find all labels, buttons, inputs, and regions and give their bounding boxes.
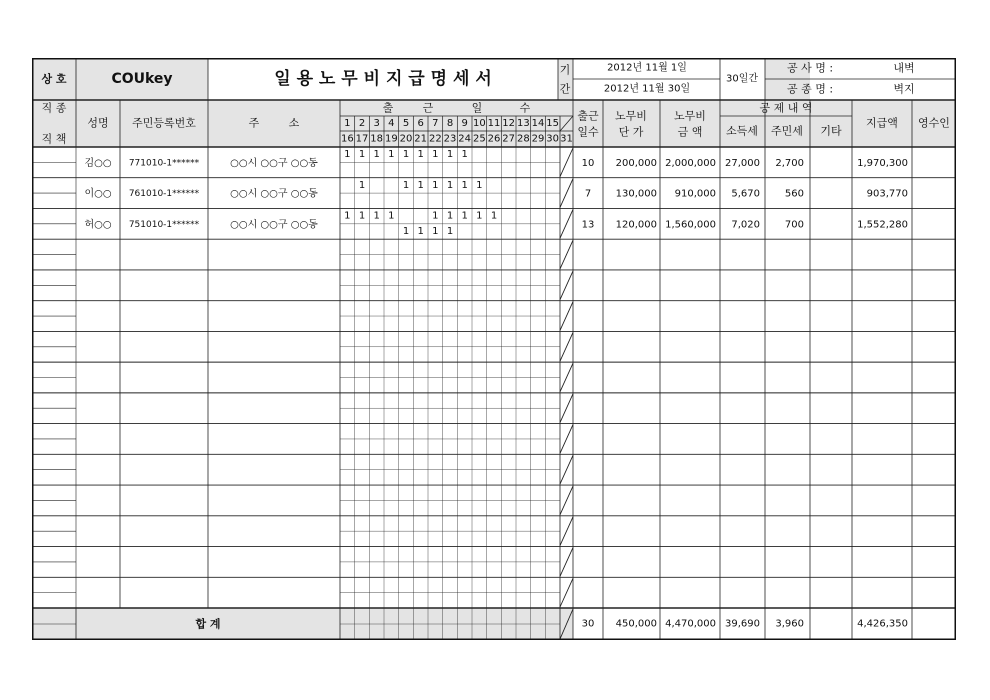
day-number: 23 (443, 133, 457, 145)
work-days-header: 일수 (577, 125, 599, 139)
attendance-mark: 1 (358, 179, 366, 191)
period-label: 간 (559, 82, 571, 96)
payment-header: 지급액 (866, 116, 898, 130)
day-number: 2 (358, 118, 366, 129)
worker-address: ○○시 ○○구 ○○동 (230, 219, 318, 231)
labor-amount-header: 노무비 (674, 109, 706, 123)
resident-tax: 2,700 (775, 157, 804, 169)
payment-amount: 903,770 (866, 188, 908, 200)
address-header: 소 (288, 116, 300, 130)
receipt-header: 영수인 (918, 116, 950, 130)
attendance-mark: 1 (358, 210, 366, 222)
attendance-mark: 1 (461, 149, 468, 161)
attendance-mark: 1 (476, 179, 483, 191)
attendance-header: 수 (519, 101, 531, 115)
work-type-label: 공 종 명 : (786, 82, 834, 96)
unit-price-header: 노무비 (615, 109, 647, 123)
resident-tax: 700 (784, 219, 804, 231)
payment-amount: 1,552,280 (857, 219, 908, 231)
resident-id: 761010-1****** (128, 189, 200, 200)
resident-tax: 560 (784, 188, 804, 200)
income-tax: 5,670 (731, 188, 760, 200)
project-name: 내벽 (893, 61, 915, 75)
grid-line (560, 455, 573, 484)
day-number: 27 (502, 133, 516, 145)
period-label: 기 (559, 63, 571, 77)
total-income-tax: 39,690 (725, 618, 760, 630)
unit-price-header: 단 가 (618, 125, 644, 139)
grid-line (560, 179, 573, 208)
total-resident-tax: 3,960 (775, 618, 804, 630)
attendance-mark: 1 (432, 179, 439, 191)
job-type-header: 직 종 (41, 101, 67, 115)
day-number: 12 (502, 118, 516, 129)
day-number: 30 (546, 133, 560, 145)
day-number: 8 (446, 118, 454, 129)
name-header: 성명 (87, 116, 109, 130)
income-tax: 7,020 (731, 219, 760, 231)
grid-line (560, 425, 573, 454)
grid-line (560, 578, 573, 607)
resident-id-header: 주민등록번호 (132, 116, 196, 130)
payment-amount: 1,970,300 (857, 157, 908, 169)
attendance-mark: 1 (373, 149, 380, 161)
day-number: 17 (355, 133, 369, 145)
day-number: 6 (417, 118, 424, 129)
attendance-mark: 1 (446, 179, 454, 191)
income-tax-header: 소득세 (726, 124, 758, 138)
attendance-mark: 1 (388, 210, 395, 222)
attendance-mark: 1 (344, 210, 351, 222)
day-number: 20 (399, 133, 413, 145)
day-number: 21 (414, 133, 428, 145)
attendance-header: 출 (382, 101, 394, 115)
day-number: 18 (370, 133, 384, 145)
grid-line (560, 486, 573, 515)
day-number: 19 (384, 133, 398, 145)
grid-line (560, 209, 573, 238)
attendance-mark: 1 (461, 179, 468, 191)
project-name-label: 공 사 명 : (786, 61, 834, 75)
day-number: 4 (388, 118, 395, 129)
form-title: 일 용 노 무 비 지 급 명 세 서 (274, 69, 492, 89)
day-number: 24 (458, 133, 472, 145)
labor-amount-header: 금 액 (677, 125, 703, 139)
grid-line (560, 271, 573, 300)
day-number: 11 (487, 118, 501, 129)
worker-name: 김○○ (84, 157, 112, 169)
address-header: 주 (248, 116, 260, 130)
attendance-mark: 1 (446, 210, 454, 222)
attendance-mark: 1 (373, 210, 380, 222)
day-number: 1 (344, 118, 351, 129)
attendance-mark: 1 (417, 149, 424, 161)
deductions-header: 공 제 내 역 (759, 101, 813, 115)
unit-price: 120,000 (615, 219, 657, 231)
day-number: 5 (402, 118, 410, 129)
form-grid (32, 58, 956, 640)
attendance-mark: 1 (358, 149, 366, 161)
unit-price: 130,000 (615, 188, 657, 200)
grid-line (560, 302, 573, 331)
work-days-header: 출근 (577, 109, 599, 123)
other-header: 기타 (820, 124, 842, 138)
resident-id: 771010-1****** (128, 158, 200, 169)
worker-address: ○○시 ○○구 ○○동 (230, 188, 318, 200)
attendance-mark: 1 (432, 149, 439, 161)
period-days: 30일간 (725, 73, 759, 85)
payment-statement-form (32, 58, 956, 640)
income-tax: 27,000 (725, 157, 760, 169)
attendance-mark: 1 (432, 210, 439, 222)
worker-address: ○○시 ○○구 ○○동 (230, 157, 318, 169)
day-number: 15 (546, 118, 560, 129)
total-label: 합 계 (195, 617, 221, 631)
day-number: 10 (472, 118, 486, 129)
period-end: 2012년 11월 30일 (603, 83, 691, 95)
attendance-header: 근 (422, 101, 434, 115)
day-number: 22 (428, 133, 442, 145)
grid-line (560, 148, 573, 177)
grid-line (560, 363, 573, 392)
day-number: 26 (487, 133, 501, 145)
company-name: COUkey (111, 71, 173, 87)
attendance-mark: 1 (417, 179, 424, 191)
total-payment: 4,426,350 (857, 618, 908, 630)
attendance-mark: 1 (432, 226, 439, 238)
grid-line (560, 517, 573, 546)
worker-name: 허○○ (84, 219, 112, 231)
total-labor-amount: 4,470,000 (665, 618, 716, 630)
attendance-mark: 1 (446, 149, 454, 161)
labor-amount: 1,560,000 (665, 219, 716, 231)
attendance-mark: 1 (417, 226, 424, 238)
day-number: 31 (560, 133, 573, 145)
labor-amount: 910,000 (674, 188, 716, 200)
attendance-mark: 1 (446, 226, 454, 238)
work-days: 13 (581, 219, 595, 231)
attendance-mark: 1 (402, 179, 410, 191)
attendance-mark: 1 (344, 149, 351, 161)
grid-line (560, 240, 573, 269)
day-number: 13 (516, 118, 530, 129)
day-number: 14 (531, 118, 545, 129)
attendance-mark: 1 (402, 226, 410, 238)
day-number: 9 (461, 118, 468, 129)
work-type: 벽지 (893, 82, 915, 96)
resident-id: 751010-1****** (128, 219, 200, 230)
day-number: 7 (432, 118, 439, 129)
day-number: 28 (516, 133, 530, 145)
attendance-mark: 1 (402, 149, 410, 161)
grid-line (560, 394, 573, 423)
day-number: 29 (531, 133, 545, 145)
total-unit-price: 450,000 (615, 618, 657, 630)
day-number: 16 (340, 133, 354, 145)
work-days: 10 (581, 157, 595, 169)
grid-line (560, 332, 573, 361)
job-title-header: 직 책 (41, 132, 67, 146)
attendance-mark: 1 (461, 210, 468, 222)
attendance-mark: 1 (490, 210, 498, 222)
day-number: 25 (472, 133, 486, 145)
company-label: 상 호 (41, 72, 67, 86)
resident-tax-header: 주민세 (771, 124, 803, 138)
attendance-header: 일 (471, 101, 483, 115)
day-number: 3 (373, 118, 380, 129)
attendance-mark: 1 (476, 210, 483, 222)
work-days: 7 (584, 188, 592, 200)
total-work-days: 30 (581, 618, 595, 630)
unit-price: 200,000 (615, 157, 657, 169)
worker-name: 이○○ (84, 188, 112, 200)
grid-line (560, 548, 573, 577)
attendance-mark: 1 (388, 149, 395, 161)
period-start: 2012년 11월 1일 (607, 62, 687, 74)
labor-amount: 2,000,000 (665, 157, 716, 169)
